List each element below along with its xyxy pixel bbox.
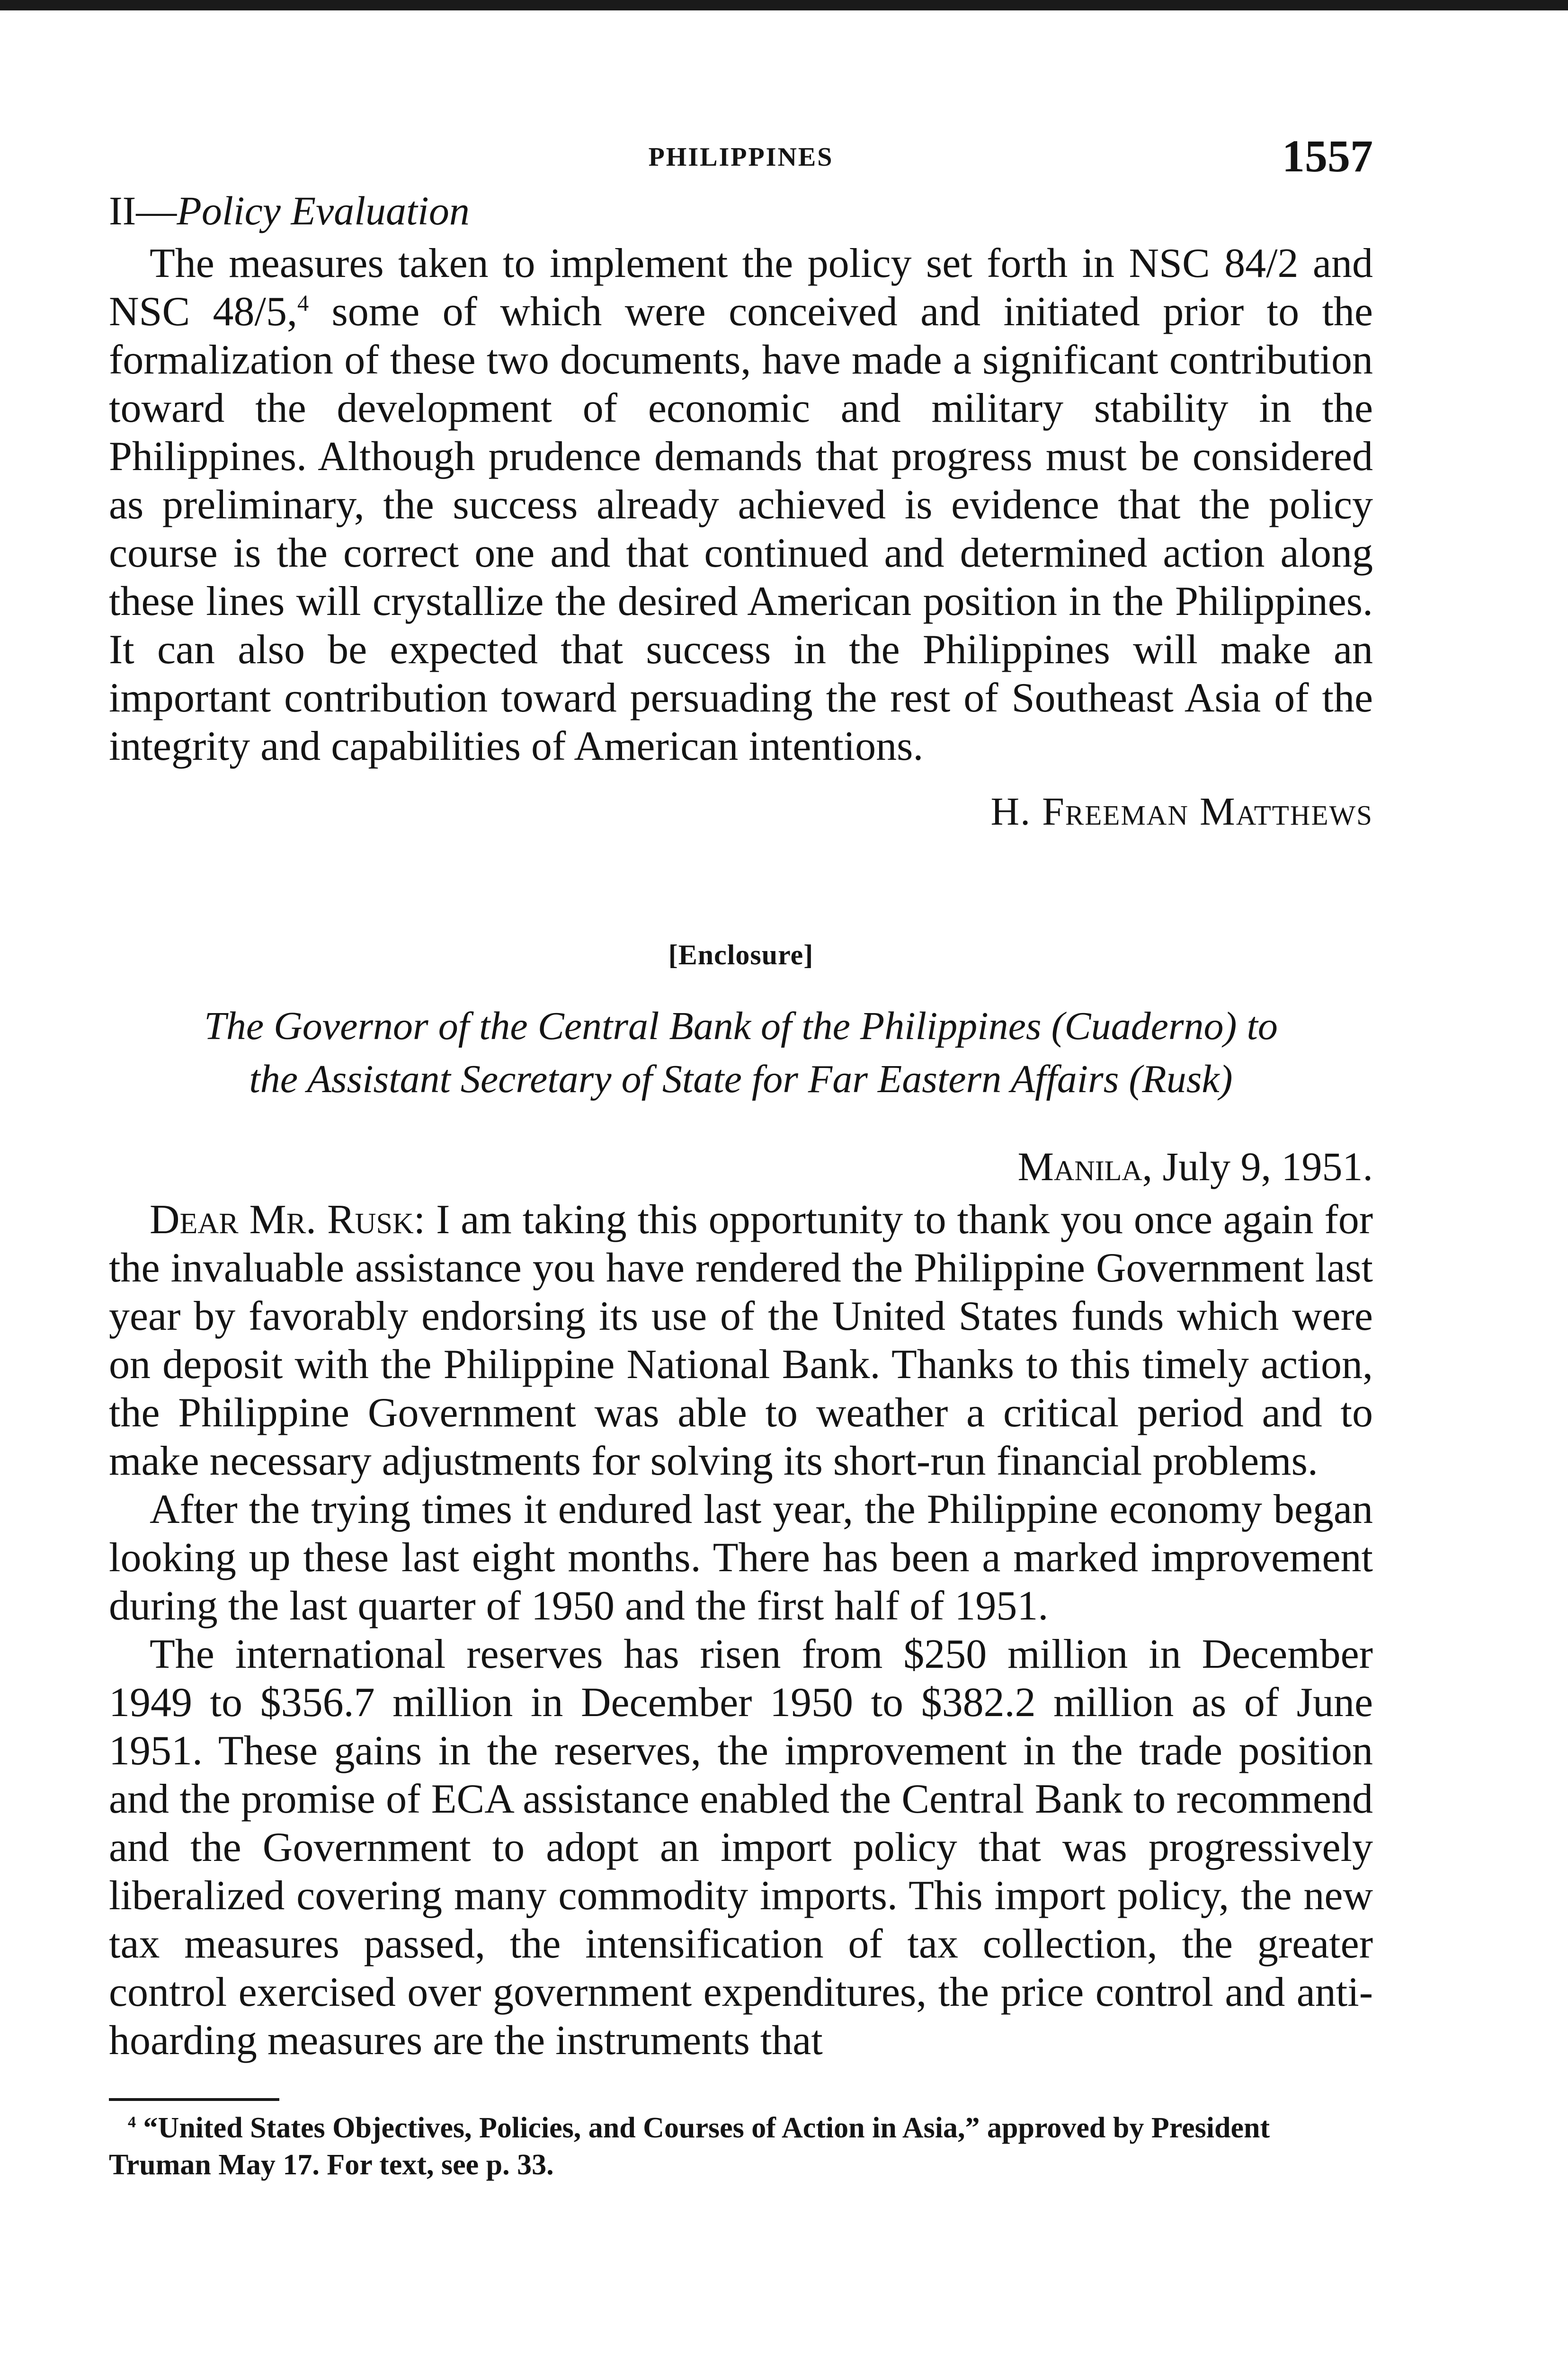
letter-title-line-2: the Assistant Secretary of State for Far Eastern Affairs (Rusk) (249, 1057, 1233, 1101)
footnote-divider (109, 2098, 279, 2101)
running-header (109, 114, 1373, 180)
section-title: Policy Evaluation (177, 188, 470, 233)
policy-paragraph (109, 240, 1373, 771)
policy-paragraph-rest: some of which were conceived and initiated prior to the formalization of these two documents, have made a significant contribution toward the development of economic and military stability in the Philippines. Although prudence demands that progress must be considered as preliminary, the success already achieved is evidence that the policy course is the correct one and that continued and determined action along these lines will crystallize the desired American position in the Philippines. It can also be expected that success in the Philippines will make an important contribution toward persuading the rest of Southeast Asia of the integrity and capabilities of American intentions. (109, 289, 1373, 769)
enclosure-label: [Enclosure] (668, 939, 814, 970)
dateline (109, 1143, 1373, 1190)
page-top-border (0, 0, 1568, 10)
salutation: Dear Mr. Rusk: (150, 1197, 426, 1243)
section-heading (109, 185, 1373, 237)
footnote-marker: 4 (128, 2113, 136, 2131)
section-numeral: II— (109, 188, 177, 233)
letter-paragraph-2: After the trying times it endured last year, the Philippine economy began looking up these last eight months. There has been a marked improvement during the last quarter of 1950 and the first half of 1951. (109, 1486, 1373, 1629)
policy-paragraph-lead: The measures taken to implement the policy set forth in NSC 84/2 and NSC 48/5, (109, 240, 1373, 335)
footnote-text: “United States Objectives, Policies, and Courses of Action in Asia,” approved by President Truman May 17. For text, see p. 33. (109, 2112, 1270, 2181)
letter-paragraph-1-text: I am taking this opportunity to thank you once again for the invaluable assistance you have rendered the Philippine Government last year by favorably endorsing its use of the United States funds which were on deposit with the Philippine National Bank. Thanks to this timely action, the Philippine Government was able to weather a critical period and to make necessary adjustments for solving its short-run financial problems. (109, 1197, 1373, 1484)
letter-title-line-1: The Governor of the Central Bank of the Philippines (Cuaderno) to (204, 1004, 1278, 1048)
document-page (109, 114, 1373, 2183)
dateline-date: July 9, 1951. (1152, 1144, 1373, 1189)
letter-paragraph-3: The international reserves has risen from $250 million in December 1949 to $356.7 million in December 1950 to $382.2 million as of June 1951. These gains in the reserves, the improvement in the trade position and the promise of ECA assistance enabled the Central Bank to recommend and the Government to adopt an import policy that was progressively liberalized covering many commodity imports. This import policy, the new tax measures passed, the intensification of tax collection, the greater control exercised over government expenditures, the price control and anti-hoarding measures are the instruments that (109, 1631, 1373, 2064)
page-number: 1557 (1282, 131, 1373, 181)
letter-paragraph-1 (109, 1196, 1373, 1486)
signature: H. Freeman Matthews (990, 790, 1373, 834)
dateline-place: Manila, (1017, 1144, 1153, 1189)
footnote-reference: 4 (297, 291, 309, 316)
letter-title (109, 1000, 1373, 1106)
running-title: PHILIPPINES (648, 142, 834, 172)
footnote (109, 2109, 1373, 2183)
